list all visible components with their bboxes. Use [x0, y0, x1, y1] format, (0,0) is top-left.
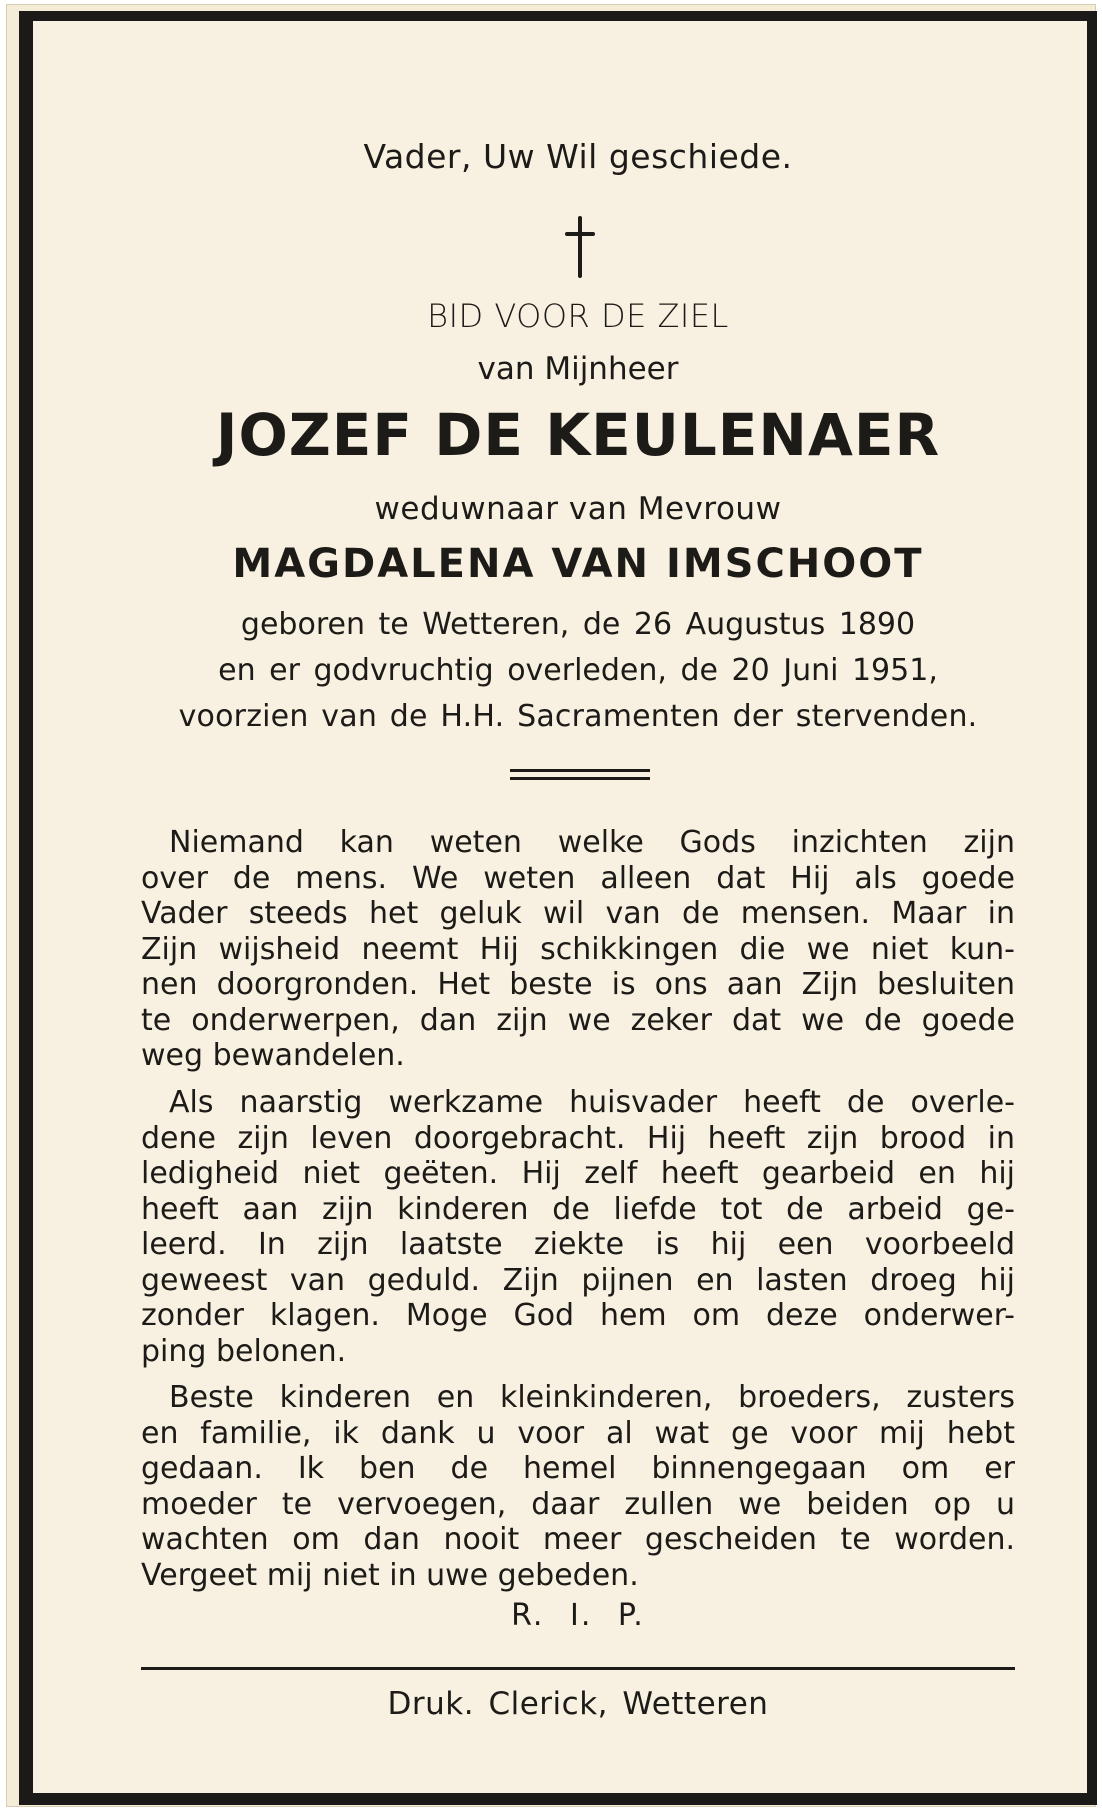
paragraph-2	[141, 1085, 1015, 1369]
paragraph-line: heeft aan zijn kinderen de liefde tot de arbeid ge-	[141, 1191, 1015, 1227]
prayer-heading: BID VOOR DE ZIEL	[427, 297, 729, 335]
widower-line: weduwnaar van Mevrouw	[374, 491, 782, 527]
motto: Vader, Uw Wil geschiede.	[363, 137, 793, 176]
birth-line: geboren te Wetteren, de 26 Augustus 1890	[240, 607, 916, 642]
paragraph-line: Vergeet mij niet in uwe gebeden.	[141, 1557, 639, 1593]
paragraph-line: weg bewandelen.	[141, 1038, 405, 1073]
rip-text: R. I. P.	[511, 1598, 645, 1633]
paragraph-line: Als naarstig werkzame huisvader heeft de overle-	[169, 1085, 1015, 1120]
paragraph-line: Beste kinderen en kleinkinderen, broeders, zusters	[169, 1380, 1015, 1415]
memorial-card	[6, 4, 1096, 1807]
paragraph-line: over de mens. We weten alleen dat Hij als goede	[141, 860, 1015, 896]
paragraph-line: Zijn wijsheid neemt Hij schikkingen die we niet kun-	[141, 931, 1015, 967]
paragraph-line: dene zijn leven doorgebracht. Hij heeft zijn brood in	[141, 1120, 1015, 1156]
cross-icon	[565, 216, 595, 278]
paragraph-line: geweest van geduld. Zijn pijnen en lasten droeg hij	[141, 1262, 1015, 1298]
paragraph-line: ledigheid niet geëten. Hij zelf heeft gearbeid en hij	[141, 1156, 1015, 1191]
black-border-frame	[19, 11, 1097, 1805]
printer-credit: Druk. Clerick, Wetteren	[387, 1686, 769, 1722]
paragraph-line: leerd. In zijn laatste ziekte is hij een voorbeeld	[141, 1227, 1015, 1262]
paragraph-line: wachten om dan nooit meer gescheiden te worden.	[141, 1522, 1015, 1557]
footer-rule	[141, 1667, 1015, 1670]
paragraph-3	[141, 1380, 1015, 1593]
paragraph-line: gedaan. Ik ben de hemel binnengegaan om er	[141, 1451, 1015, 1486]
spouse-name: MAGDALENA VAN IMSCHOOT	[232, 541, 924, 587]
double-rule-divider	[510, 769, 650, 783]
deceased-name: JOZEF DE KEULENAER	[215, 401, 941, 469]
paragraph-line: moeder te vervoegen, daar zullen we beiden op u	[141, 1486, 1015, 1522]
paragraph-line: te onderwerpen, dan zijn we zeker dat we de goede	[141, 1002, 1015, 1038]
paragraph-line: nen doorgronden. Het beste is ons aan Zijn besluiten	[141, 967, 1015, 1002]
paragraph-line: ping belonen.	[141, 1333, 347, 1369]
paragraph-line: en familie, ik dank u voor al wat ge voor mij hebt	[141, 1415, 1015, 1451]
paragraph-line: zonder klagen. Moge God hem om deze onderwer-	[141, 1298, 1015, 1333]
paragraph-line: Vader steeds het geluk wil van de mensen. Maar in	[141, 896, 1015, 931]
paragraph-line: Niemand kan weten welke Gods inzichten zijn	[169, 825, 1015, 860]
death-line: en er godvruchtig overleden, de 20 Juni 1951,	[218, 653, 938, 688]
paragraph-1	[141, 825, 1015, 1074]
sacraments-line: voorzien van de H.H. Sacramenten der stervenden.	[178, 699, 978, 734]
salutation: van Mijnheer	[477, 351, 679, 387]
